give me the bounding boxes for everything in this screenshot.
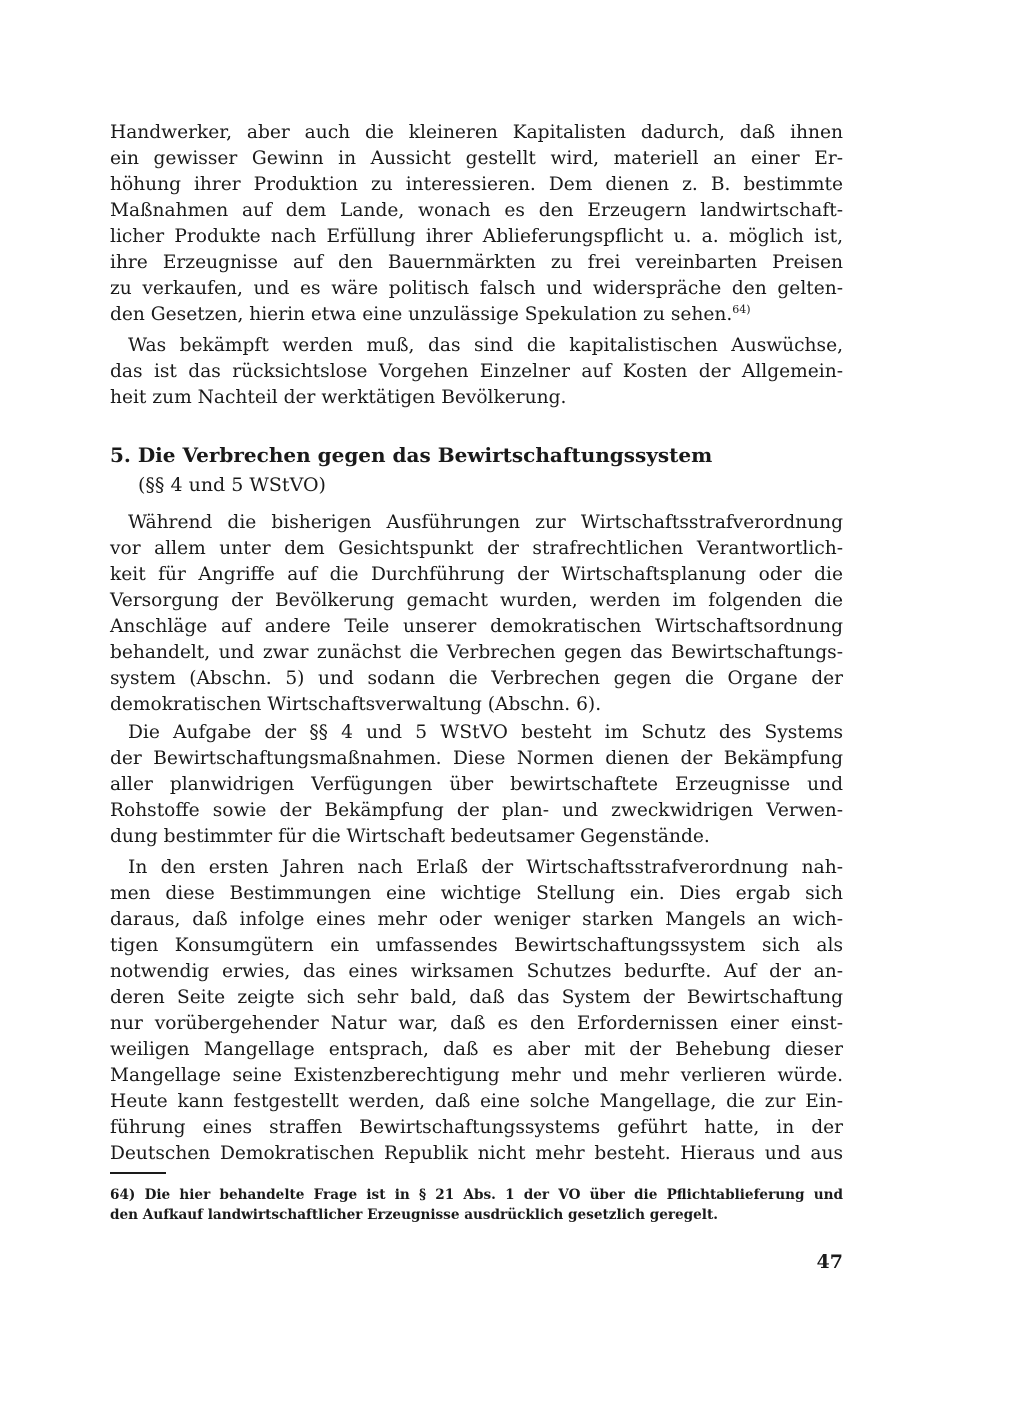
section-heading [110,440,843,500]
paragraph-3 [110,510,843,718]
text-line: führung eines straffen Bewirtschaftungssystems geführt hatte, in der [110,1117,843,1138]
text-line: das ist das rücksichtslose Vorgehen Einzelner auf Kosten der Allgemein- [110,361,843,382]
text-line: nur vorübergehender Natur war, daß es den Erfordernissen einer einst- [110,1013,843,1034]
text-line: weiligen Mangellage entsprach, daß es aber mit der Behebung dieser [110,1039,843,1060]
page-number: 47 [816,1251,843,1273]
text-line: In den ersten Jahren nach Erlaß der Wirtschaftsstrafverordnung nah- [128,857,843,878]
text-line: men diese Bestimmungen eine wichtige Stellung ein. Dies ergab sich [110,883,843,904]
text-line: notwendig erwies, das eines wirksamen Schutzes bedurfte. Auf der an- [110,961,843,982]
footnote-line: 64) Die hier behandelte Frage ist in § 21 Abs. 1 der VO über die Pflichtablieferung und [110,1187,843,1203]
footnotes [110,1185,843,1225]
text-line: ein gewisser Gewinn in Aussicht gestellt wird, materiell an einer Er- [110,148,843,169]
footnote-divider [110,1172,166,1174]
text-line: tigen Konsumgütern ein umfassendes Bewirtschaftungssystem sich als [110,935,843,956]
text-line: Handwerker, aber auch die kleineren Kapitalisten dadurch, daß ihnen [110,122,843,143]
text-line: Die Aufgabe der §§ 4 und 5 WStVO besteht im Schutz des Systems [128,722,843,743]
text-line: Mangellage seine Existenzberechtigung mehr und mehr verlieren würde. [110,1065,843,1086]
text-line: Rohstoffe sowie der Bekämpfung der plan- und zweckwidrigen Verwen- [110,800,843,821]
text-line: behandelt, und zwar zunächst die Verbrechen gegen das Bewirtschaftungs- [110,642,843,663]
text-line: ihre Erzeugnisse auf den Bauernmärkten zu frei vereinbarten Preisen [110,252,843,273]
section-subtitle: (§§ 4 und 5 WStVO) [138,474,326,496]
text-line: keit für Angriffe auf die Durchführung der Wirtschaftsplanung oder die [110,564,843,585]
text-line: aller planwidrigen Verfügungen über bewirtschaftete Erzeugnisse und [110,774,843,795]
paragraph-1 [110,120,843,328]
text-line: Was bekämpft werden muß, das sind die kapitalistischen Auswüchse, [128,335,843,356]
text-line: system (Abschn. 5) und sodann die Verbrechen gegen die Organe der [110,668,843,689]
text-line: daraus, daß infolge eines mehr oder weniger starken Mangels an wich- [110,909,843,930]
text-line: Anschläge auf andere Teile unserer demokratischen Wirtschaftsordnung [110,616,843,637]
text-line: demokratischen Wirtschaftsverwaltung (Abschn. 6). [110,694,602,715]
text-line: Deutschen Demokratischen Republik nicht mehr besteht. Hieraus und aus [110,1143,843,1164]
text-line: Heute kann festgestellt werden, daß eine solche Mangellage, die zur Ein- [110,1091,843,1112]
paragraph-2 [110,333,843,411]
text-line: licher Produkte nach Erfüllung ihrer Ablieferungspflicht u. a. möglich ist, [110,226,843,247]
text-line-content: den Gesetzen, hierin etwa eine unzulässige Spekulation zu sehen. [110,304,733,325]
text-line: Maßnahmen auf dem Lande, wonach es den Erzeugern landwirtschaft- [110,200,843,221]
footnote-line: den Aufkauf landwirtschaftlicher Erzeugnisse ausdrücklich gesetzlich geregelt. [110,1207,718,1223]
text-line: der Bewirtschaftungsmaßnahmen. Diese Normen dienen der Bekämpfung [110,748,843,769]
text-line: höhung ihrer Produktion zu interessieren. Dem dienen z. B. bestimmte [110,174,843,195]
text-line: Während die bisherigen Ausführungen zur Wirtschaftsstrafverordnung [128,512,843,533]
text-line: deren Seite zeigte sich sehr bald, daß das System der Bewirtschaftung [110,987,843,1008]
text-line-last [110,302,843,328]
paragraph-5 [110,855,843,1167]
text-line: vor allem unter dem Gesichtspunkt der strafrechtlichen Verantwortlich- [110,538,843,559]
text-line: heit zum Nachteil der werktätigen Bevölkerung. [110,387,567,408]
text-line: Versorgung der Bevölkerung gemacht wurden, werden im folgenden die [110,590,843,611]
text-line: dung bestimmter für die Wirtschaft bedeutsamer Gegenstände. [110,826,710,847]
paragraph-4 [110,720,843,850]
text-line: zu verkaufen, und es wäre politisch falsch und widerspräche den gelten- [110,278,843,299]
section-title: 5. Die Verbrechen gegen das Bewirtschaftungssystem [110,443,713,467]
footnote-reference: 64) [732,302,751,316]
